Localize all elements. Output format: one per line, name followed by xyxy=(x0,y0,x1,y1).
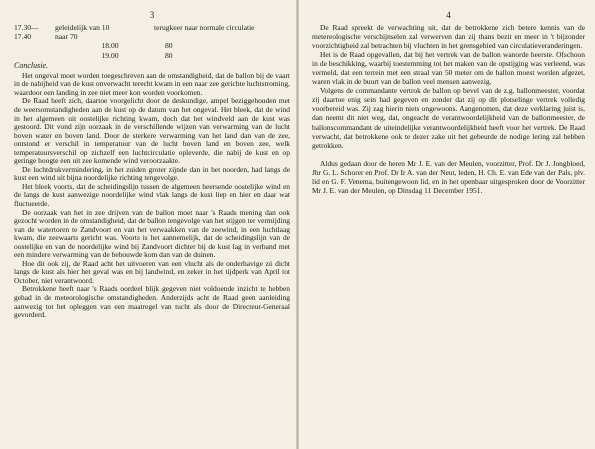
book-gutter xyxy=(296,0,299,449)
time-cell: 17.30—17.40 xyxy=(14,23,39,42)
paragraph: De Raad spreekt de verwachting uit, dat de betrokkene zich betere kennis van de metereologische verschijnselen zal verwerven dan zij thans bezit en meer in 't bijzonder voorzichtigheid zal betrachten bij vluchten in het grensgebied van circulatieveranderingen. xyxy=(312,23,585,51)
value-cell: 80 xyxy=(165,50,173,60)
time-cell xyxy=(14,51,55,60)
description-cell: 19.00 xyxy=(101,50,119,60)
right-page xyxy=(298,0,595,449)
conclusion-heading: Conclusie. xyxy=(14,60,48,70)
table-row xyxy=(14,51,290,60)
paragraph: De oorzaak van het in zee drijven van de ballon moet naar 's Raads mening dan ook gezocht worden in de omstandigheid, dat de ballon tengevolge van het stijgen ter vermijding van de watertoren te Zandvoort en van het verwaakken van de zeewind, in een luchtlaag kwam, die zeewaarts gericht was. Voorts is het aannemelijk, dat de scheidingslijn van de oostelijke en van de noordelijke wind bij Zandvoort dichter bij de kust lag in verband met een mindere verwarming van de bebouwde kom dan van de duinen. xyxy=(14,207,290,260)
table-row xyxy=(14,23,290,41)
description-cell: geleidelijk van 10 naar 70 xyxy=(55,23,110,42)
paragraph: Hoe dit ook zij, de Raad acht het uitvoeren van een vlucht als de onderhavige zó dicht langs de kust als hier het geval was en bij landwind, en zeker in het tijdperk van April tot October, niet verantwoord. xyxy=(14,258,290,285)
paragraph: Het ongeval moet worden toegeschreven aan de omstandigheid, dat de ballon bij de vaart in de nabijheid van de kust onverwacht terecht kwam in een naar zee gerichte luchtstroming, waardoor een landing in zee niet meer kon worden voorkomen. xyxy=(14,70,290,97)
time-cell xyxy=(14,41,55,50)
paragraph: De Raad heeft zich, daartoe voorgelicht door de deskundige, ampel beziggehouden met de weersomstandigheden aan de kust op de datum van het ongeval. Het bleek, dat de wind in het algemeen uit oostelijke richting kwam, doch dat het windveld aan de kust was gestoord. Dit vond zijn oorzaak in de verschillende wijzen van verwarming van de lucht boven water en boven land. Door de sterkere verwarming van het land dan van de zee, ontstond er verschil in temperatuur van de lucht boven land en boven zee, welk temperatuursverschil op zichzelf een luchtcirculatie opleverde, die nabij de kust en op geringe hoogte een uit zee komende wind veroorzaakte. xyxy=(14,96,290,166)
paragraph: Betrokkene heeft naar 's Raads oordeel blijk gegeven niet voldoende inzicht te hebben gehad in de meteorologische omstandigheden. Anderzijds acht de Raad geen aanleiding aanwezig tot het opleggen van een maatregel van tucht als door de Directeur-Generaal gevorderd. xyxy=(14,284,290,320)
description-cell: 18.00 xyxy=(101,41,119,51)
page-number: 3 xyxy=(149,10,155,20)
signature-paragraph: Aldus gedaan door de heren Mr J. E. van der Meulen, voorzitter, Prof. Dr J. Jongbloed, Jhr G. L. Schorer en Prof. Dr Ir A. van der Neut, leden, H. Ch. E. van Ede van der Pals, plv. lid en G. F. Venema, buitengewoon lid, en in het openbaar uitgesproken door de Voorzitter Mr J. E. van der Meulen, op Dinsdag 11 December 1951. xyxy=(312,158,585,195)
paragraph: Het is de Raad opgevallen, dat bij het vertrek van de ballon wanorde heerste. Ofschoon in de beschikking, waarbij toestemming tot het maken van de opstijging was verleend, was vermeld, dat een terrein met een straal van 50 meter om de ballon moest worden afgezet, waren vlak in de buurt van de ballon veel mensen aanwezig. xyxy=(312,50,585,87)
note-cell: terugkeer naar normale circulatie xyxy=(154,23,255,32)
paragraph: Het bleek voorts, dat de scheidingslijn tussen de algemeen heersende oostelijke wind en de langs de kust aanwezige noordelijke wind vlak langs de kust liep en hier en daar wat fluctueerde. xyxy=(14,181,290,209)
table-row xyxy=(14,41,290,50)
paragraph: Volgens de commandante vertrok de ballon op bevel van de z.g. ballonmeester, voordat zij daartoe enig sein had gegeven en zonder dat zij op dit plotselinge vertrek volledig voorbereid was. Zij zag hierin niets ongewoons. Aangenomen, dat deze verklaring juist is, dan neemt dit niet weg, dat, ongeacht de verantwoordelijkheid van de ballonmeester, de ballonscommandant de uiteindelijke verantwoordelijkheid heeft voor het vertrek. De Raad verwacht, dat betrokkene ook te dezer zake uit het gebeurde de nodige lering zal hebben getrokken. xyxy=(312,86,585,150)
value-cell: 80 xyxy=(165,41,173,51)
paragraph: De luchtdrukvermindering, in het zuiden groter zijnde dan in het noorden, had langs de kust een wind uit bijna noordelijke richting tengevolge. xyxy=(14,164,290,183)
page-number: 4 xyxy=(446,10,451,20)
value-cell xyxy=(124,23,154,41)
times-table xyxy=(14,23,290,60)
